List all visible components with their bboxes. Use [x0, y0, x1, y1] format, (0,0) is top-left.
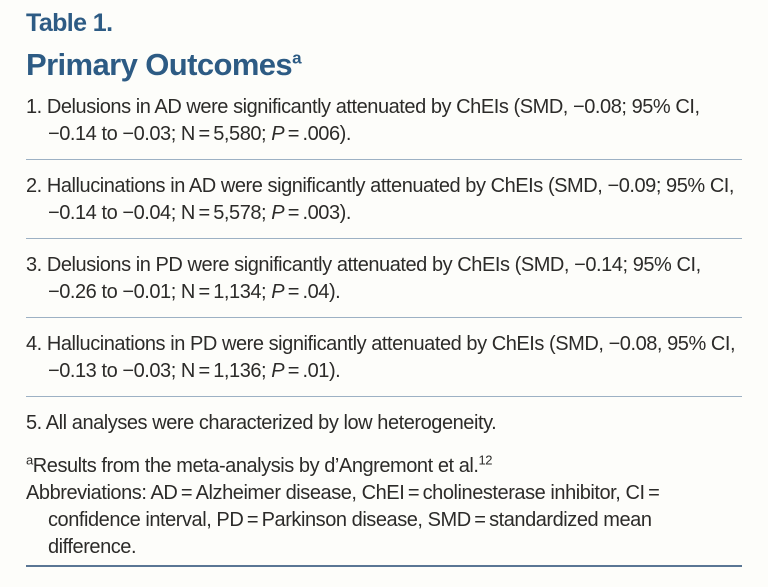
outcome-item-1 — [26, 94, 742, 148]
row-divider — [26, 396, 742, 397]
p-value-label: P — [271, 281, 285, 304]
outcome-text: 4. Hallucinations in PD were significantly attenuated by ChEIs (SMD, −0.08, 95% CI, −0.13 to −0.03; N = 1,136; — [26, 333, 736, 383]
row-divider — [26, 159, 742, 160]
table-number-label: Table 1. — [26, 9, 113, 37]
outcome-text: 1. Delusions in AD were significantly attenuated by ChEIs (SMD, −0.08; 95% CI, −0.14 to −0.03; N = 5,580; — [26, 96, 700, 146]
outcome-item-5 — [26, 410, 742, 437]
p-value-label: P — [271, 202, 285, 225]
outcome-text-end: = .006). — [284, 123, 351, 146]
outcome-item-3 — [26, 252, 742, 306]
outcome-text-end: = .04). — [284, 281, 341, 304]
table-title-text: Primary Outcomes — [26, 47, 293, 82]
footnote-abbreviations: Abbreviations: AD = Alzheimer disease, ChEI = cholinesterase inhibitor, CI = confidence interval, PD = Parkinson disease, SMD = standardized mean difference. — [26, 482, 663, 559]
outcome-text: 2. Hallucinations in AD were significantly attenuated by ChEIs (SMD, −0.09; 95% CI, −0.14 to −0.04; N = 5,578; — [26, 175, 735, 225]
table-title-footnote-marker: a — [292, 48, 301, 68]
table-title — [26, 48, 742, 81]
footnote-source-text: Results from the meta-analysis by d’Angremont et al. — [32, 455, 479, 478]
reference-superscript: 12 — [478, 452, 493, 468]
row-divider — [26, 317, 742, 318]
table-bottom-rule — [26, 565, 742, 567]
outcome-text-end: = .003). — [284, 202, 351, 225]
row-divider — [26, 238, 742, 239]
outcome-item-4 — [26, 331, 742, 385]
outcome-text: 3. Delusions in PD were significantly attenuated by ChEIs (SMD, −0.14; 95% CI, −0.26 to −0.01; N = 1,134; — [26, 254, 701, 304]
p-value-label: P — [271, 123, 285, 146]
footnote-source — [26, 453, 742, 480]
footnote-marker: a — [26, 452, 33, 468]
p-value-label: P — [271, 360, 285, 383]
outcome-text-end: = .01). — [284, 360, 341, 383]
outcome-item-2 — [26, 173, 742, 227]
outcome-text: 5. All analyses were characterized by low heterogeneity. — [26, 412, 497, 435]
